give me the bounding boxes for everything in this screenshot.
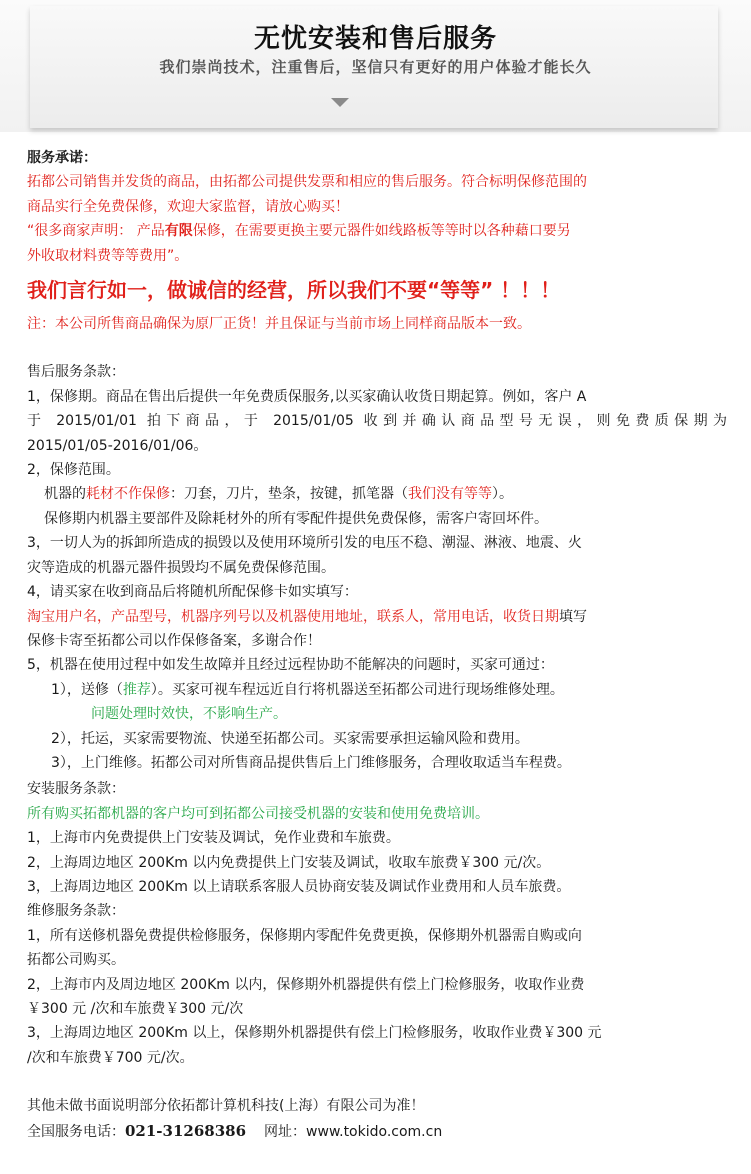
aftersales-item-4-line-3: 保修卡寄至拓都公司以作保修备案，多谢合作！	[27, 632, 321, 649]
aftersales-item-1-line-2: 于 2015/01/01 拍下商品，于 2015/01/05 收到并确认商品型号无误，则免费质保期为	[27, 413, 727, 430]
repair-item-2-line-2: ￥300 元 /次和车旅费￥300 元/次	[27, 1001, 244, 1017]
website-link[interactable]: www.tokido.com.cn	[306, 1123, 443, 1140]
page-title: 无忧安装和售后服务	[253, 24, 497, 54]
promise-line-3-bold: 有限	[164, 223, 193, 240]
aftersales-item-2-sub-1	[27, 482, 727, 506]
hotline-label: 全国服务电话：	[27, 1123, 125, 1140]
install-heading: 安装服务条款：	[27, 781, 125, 798]
text-segment: ）。买家可视车程远近自行将机器送至拓都公司进行现场维修处理。	[150, 681, 564, 698]
aftersales-item-1-line-1: 1，保修期。商品在售出后提供一年免费质保服务,以买家确认收货日期起算。例如，客户 A	[27, 388, 587, 405]
repair-item-3-line-1: 3，上海周边地区 200Km 以上，保修期外机器提供有偿上门检修服务，收取作业费￥300 元	[27, 1025, 602, 1042]
aftersales-item-5-option-2: 2），托运，买家需要物流、快递至拓都公司。买家需要承担运输风险和费用。	[51, 730, 529, 747]
repair-item-1-line-2: 拓都公司购买。	[27, 952, 125, 969]
chevron-down-icon	[331, 98, 349, 107]
text-segment: 机器的	[44, 486, 86, 503]
aftersales-item-3-line-2: 灾等造成的机器元器件损毁均不属免费保修范围。	[27, 559, 335, 576]
promise-line-3	[27, 219, 727, 243]
repair-item-2-line-1: 2，上海市内及周边地区 200Km 以内，保修期外机器提供有偿上门检修服务，收取作业费	[27, 976, 585, 993]
text-segment: ）。	[492, 486, 513, 503]
install-item-3: 3，上海周边地区 200Km 以上请联系客服人员协商安装及调试作业费用和人员车旅费。	[27, 878, 571, 895]
promise-line-4: 外收取材料费等等费用”。	[27, 247, 189, 264]
aftersales-item-2-sub-2: 保修期内机器主要部件及除耗材外的所有零配件提供免费保修，需客户寄回坏件。	[44, 510, 548, 527]
promise-line-3-c: 保修，在需要更换主要元器件如线路板等等时以各种藉口要另	[192, 223, 571, 240]
text-segment-red: 淘宝用户名，产品型号，机器序列号以及机器使用地址，联系人，常用电话，收货日期	[27, 608, 559, 625]
promise-slogan: 我们言行如一，做诚信的经营，所以我们不要“等等” ！！！	[27, 278, 561, 303]
promise-heading: 服务承诺：	[27, 150, 97, 166]
aftersales-item-3-line-1: 3，一切人为的拆卸所造成的损毁以及使用环境所引发的电压不稳、潮湿、淋液、地震、火	[27, 535, 582, 552]
install-item-2: 2，上海周边地区 200Km 以内免费提供上门安装及调试，收取车旅费￥300 元/次。	[27, 854, 551, 871]
text-segment: ：刀套，刀片，垫条，按键，抓笔器（	[170, 486, 408, 503]
aftersales-item-2: 2，保修范围。	[27, 462, 120, 479]
promise-line-1: 拓都公司销售并发货的商品，由拓都公司提供发票和相应的售后服务。符合标明保修范围的	[27, 174, 587, 191]
text-segment-red: 我们没有等等	[408, 486, 492, 503]
text-segment: 1），送修（	[51, 681, 123, 698]
footer-statement: 其他未做书面说明部分依拓都计算机科技(上海）有限公司为准！	[27, 1098, 425, 1115]
promise-line-3-a: “很多商家声明： 产品	[27, 223, 165, 240]
text-segment-green: 推荐	[122, 681, 151, 698]
website-label: 网址：	[264, 1123, 307, 1140]
text-segment-red: 耗材不作保修	[86, 486, 170, 503]
aftersales-item-5-option-3: 3），上门维修。拓都公司对所售商品提供售后上门维修服务，合理收取适当车程费。	[51, 754, 571, 771]
repair-heading: 维修服务条款：	[27, 903, 125, 920]
hotline-number: 021-31268386	[125, 1121, 247, 1140]
aftersales-item-5-option-1-note: 问题处理时效快，不影响生产。	[91, 706, 287, 723]
service-content	[27, 146, 727, 1144]
install-highlight: 所有购买拓都机器的客户均可到拓都公司接受机器的安装和使用免费培训。	[27, 805, 489, 822]
aftersales-item-1-line-3: 2015/01/05-2016/01/06。	[27, 437, 208, 454]
header-banner	[0, 0, 751, 132]
repair-item-1-line-1: 1，所有送修机器免费提供检修服务，保修期内零配件免费更换，保修期外机器需自购或向	[27, 927, 582, 944]
aftersales-item-5-option-1	[27, 678, 727, 702]
aftersales-item-4: 4，请买家在收到商品后将随机所配保修卡如实填写：	[27, 584, 358, 601]
aftersales-heading: 售后服务条款：	[27, 364, 125, 381]
aftersales-item-5: 5，机器在使用过程中如发生故障并且经过远程协助不能解决的问题时，买家可通过：	[27, 657, 554, 674]
aftersales-item-4-detail	[27, 605, 727, 629]
install-item-1: 1，上海市内免费提供上门安装及调试，免作业费和车旅费。	[27, 830, 400, 847]
footer-contact	[27, 1119, 727, 1144]
text-segment: 填写	[559, 608, 587, 625]
page-subtitle: 我们崇尚技术，注重售后，坚信只有更好的用户体验才能长久	[159, 58, 592, 76]
promise-line-2: 商品实行全免费保修，欢迎大家监督，请放心购买！	[27, 198, 349, 215]
promise-note: 注：本公司所售商品确保为原厂正货！并且保证与当前市场上同样商品版本一致。	[27, 316, 531, 333]
repair-item-3-line-2: /次和车旅费￥700 元/次。	[27, 1049, 194, 1066]
